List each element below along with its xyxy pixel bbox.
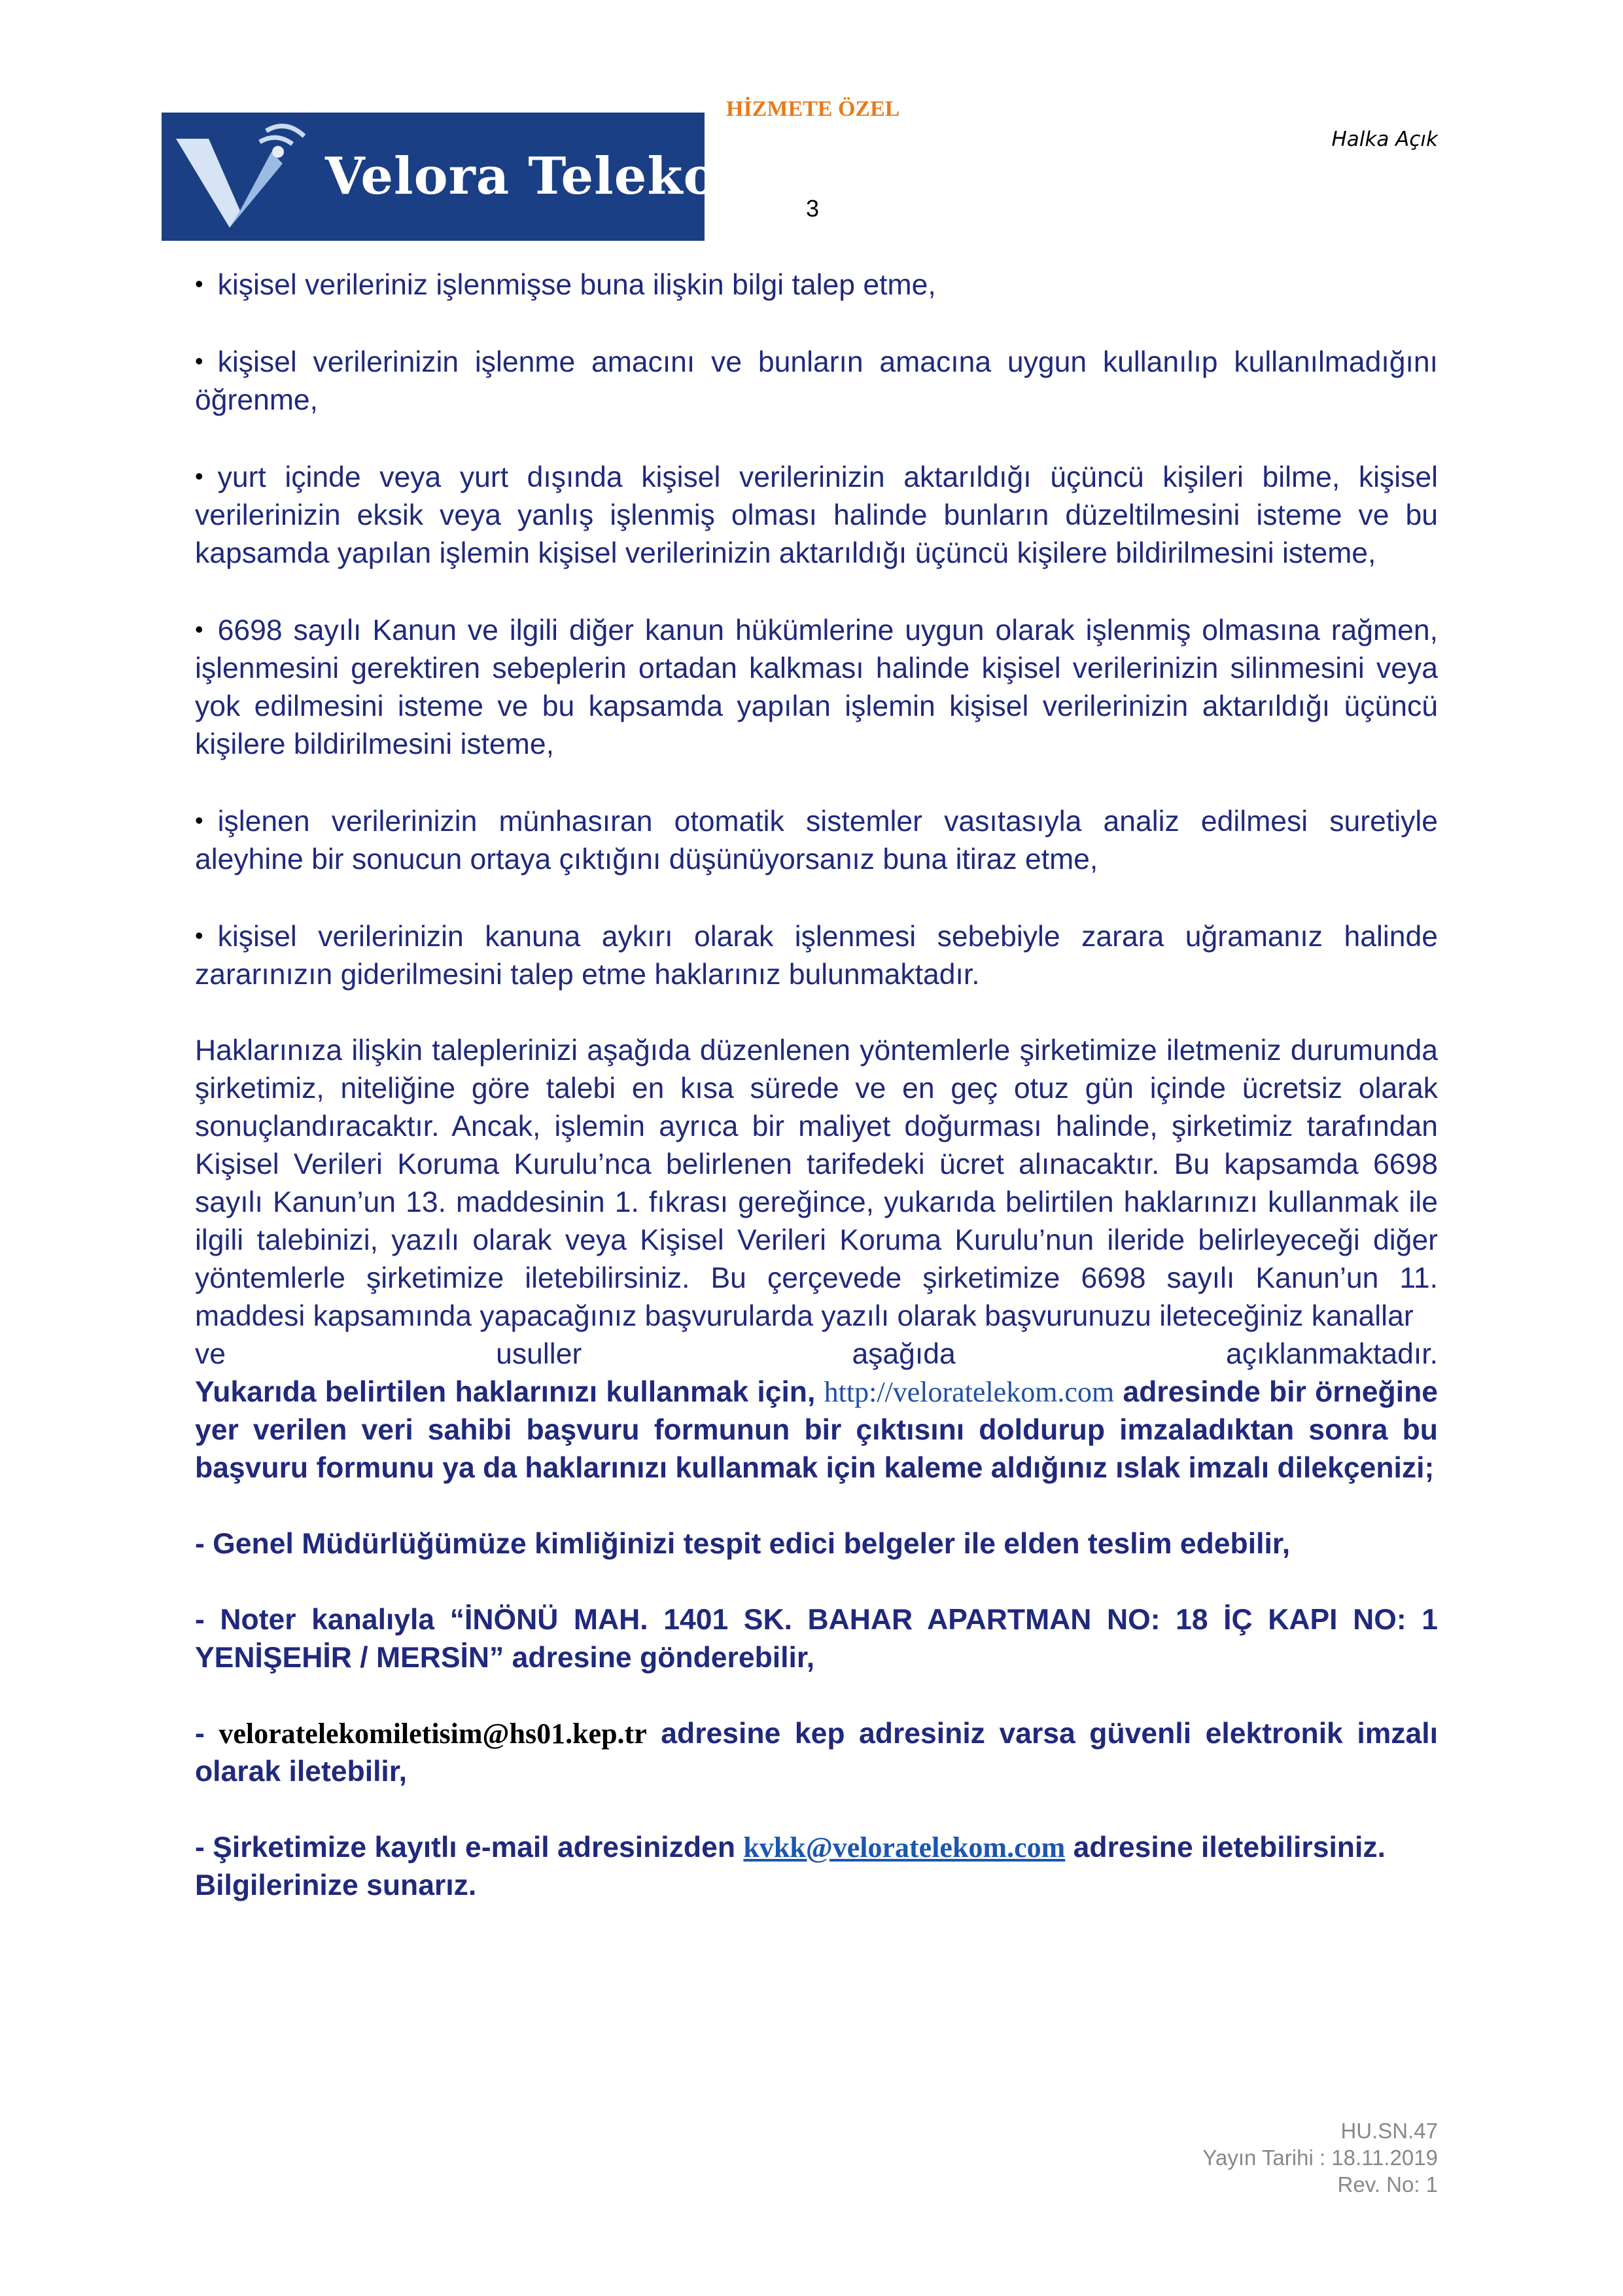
rights-last-line [195,1335,1438,1373]
public-label: Halka Açık [1331,128,1438,151]
kep-dash: - [195,1718,205,1750]
bullet-item: • işlenen verilerinizin münhasıran otomatik sistemler vasıtasıyla analiz edilmesi suretiyle aleyhine bir sonucun ortaya çıktığını düşünüyorsanız buna itiraz etme, [195,802,1438,879]
method-kep [195,1715,1438,1791]
publish-date: Yayın Tarihi : 18.11.2019 [1202,2146,1438,2170]
bullet-item: • kişisel verilerinizin işlenme amacını ve bunların amacına uygun kullanılıp kullanılmadığını öğrenme, [195,342,1438,419]
method-notary: - Noter kanalıyla “İNÖNÜ MAH. 1401 SK. BAHAR APARTMAN NO: 18 İÇ KAPI NO: 1 YENİŞEHİR / MERSİN” adresine gönderebilir, [195,1604,1438,1674]
rights-paragraph: Haklarınıza ilişkin taleplerinizi aşağıda düzenlenen yöntemlerle şirketimize iletmeniz durumunda şirketimiz, niteliğine göre talebi en kısa sürede ve en geç otuz gün içinde ücretsiz olarak sonuçlandıracaktır. Ancak, işlemin ayrıca bir maliyet doğurması halinde, şirketimiz tarafından Kişisel Verileri Koruma Kurulu’nca belirlenen tarifedeki ücret alınacaktır. Bu kapsamda 6698 sayılı Kanun’un 13. maddesinin 1. fıkrası gereğince, yukarıda belirtilen haklarınızı kullanmak ile ilgili talebinizi, yazılı olarak veya Kişisel Verileri Koruma Kurulu’nun ileride belirleyeceği diğer yöntemlerle şirketimize iletebilirsiniz. Bu çerçevede şirketimize 6698 sayılı Kanun’un 11. maddesi kapsamında yapacağınız başvurularda yazılı olarak başvurunuzu ileteceğiniz kanallar [195,1034,1438,1332]
email-rest: adresine iletebilirsiniz. [1073,1831,1386,1863]
rights-word: açıklanmaktadır. [1225,1338,1438,1370]
email-lead: - Şirketimize kayıtlı e-mail adresinizden [195,1831,736,1863]
company-logo [162,113,773,241]
closing-line: Bilgilerinize sunarız. [195,1869,477,1901]
page-number: 3 [806,195,820,222]
rights-word: usuller [496,1338,582,1370]
bullet-item: • yurt içinde veya yurt dışında kişisel verilerinizin aktarıldığı üçüncü kişileri bilme, kişisel verilerinizin eksik veya yanlış işlenmiş olması halinde bunların düzeltilmesini isteme ve bu kapsamda yapılan işlemin kişisel verilerinizin aktarıldığı üçüncü kişilere bildirilmesini isteme, [195,457,1438,573]
bullet-item: • kişisel verileriniz işlenmişse buna ilişkin bilgi talep etme, [195,265,1438,304]
instructions-paragraph [195,1373,1438,1487]
rights-word: ve [195,1338,226,1370]
method-hand-delivery: - Genel Müdürlüğümüze kimliğinizi tespit edici belgeler ile elden teslim edebilir, [195,1528,1291,1560]
method-email [195,1829,1438,1867]
website-link[interactable]: http://veloratelekom.com [824,1376,1115,1408]
bullet-item: • kişisel verilerinizin kanuna aykırı olarak işlenmesi sebebiyle zarara uğramanız halinde zararınızın giderilmesini talep etme haklarınız bulunmaktadır. [195,917,1438,994]
bullet-item: • 6698 sayılı Kanun ve ilgili diğer kanun hükümlerine uygun olarak işlenmiş olmasına rağmen, işlenmesini gerektiren sebeplerin ortadan kalkması halinde kişisel verilerinizin silinmesini veya yok edilmesini isteme ve bu kapsamda yapılan işlemin kişisel verilerinizin aktarıldığı üçüncü kişilere bildirilmesini isteme, [195,610,1438,764]
rights-word: aşağıda [852,1338,956,1370]
kep-rest: adresine kep adresiniz varsa güvenli elektronik imzalı olarak iletebilir, [195,1718,1438,1788]
email-link[interactable]: kvkk@veloratelekom.com [743,1831,1066,1863]
classification-label: HİZMETE ÖZEL [726,97,900,121]
logo-v-mark-icon [162,113,325,241]
kep-address[interactable]: veloratelekomiletisim@hs01.kep.tr [218,1718,647,1750]
logo-wordmark: Velora Telekom [325,147,773,206]
instructions-lead: Yukarıda belirtilen haklarınızı kullanmak için, [195,1376,816,1408]
instructions-rest: adresinde bir örneğine yer verilen veri sahibi başvuru formunun bir çıktısını doldurup imzaladıktan sonra bu başvuru formunu ya da haklarınızı kullanmak için kaleme aldığınız ıslak imzalı dilekçenizi; [195,1376,1438,1484]
document-body [195,265,1438,1905]
doc-code: HU.SN.47 [1340,2119,1438,2143]
document-footer [1202,2117,1438,2198]
revision-number: Rev. No: 1 [1337,2172,1438,2197]
